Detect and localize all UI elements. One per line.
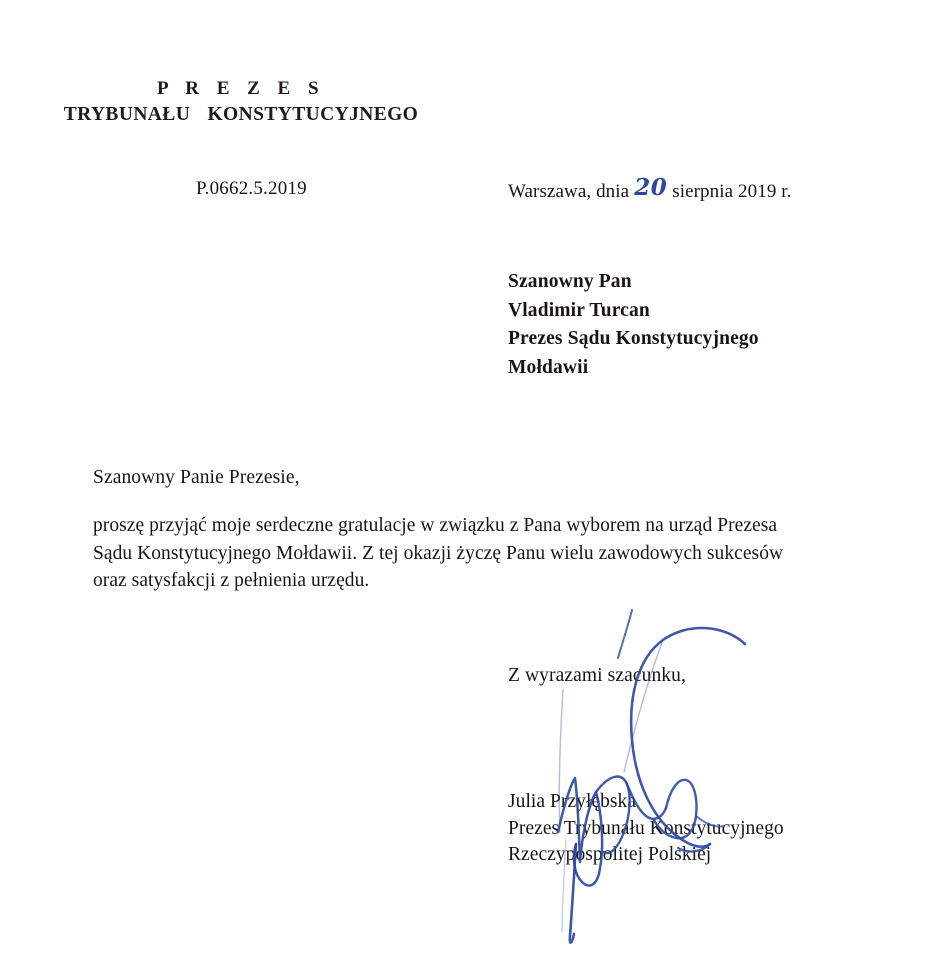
addressee-line-title: Prezes Sądu Konstytucyjnego [508,328,759,349]
addressee-block [508,268,759,382]
reference-number: P.0662.5.2019 [196,178,307,199]
handwritten-day-number: 20 [634,174,668,201]
date-line [508,176,792,203]
letterhead-institution-word2: KONSTYTUCYJNEGO [207,103,419,125]
signatory-title-line2: Rzeczypospolitej Polskiej [508,844,712,865]
letterhead-title-line2 [0,104,482,126]
signature-block [508,789,784,869]
addressee-line-name: Vladimir Turcan [508,299,650,321]
addressee-line-country: Mołdawii [508,356,589,378]
body-paragraph [93,512,865,595]
body-line-2: Sądu Konstytucyjnego Mołdawii. Z tej okazji życzę Panu wielu zawodowych sukcesów [93,542,784,564]
handwritten-signature-icon [520,600,780,950]
letterhead [0,78,482,126]
date-prefix: Warszawa, dnia [508,181,630,202]
addressee-line-salutation: Szanowny Pan [508,271,632,292]
closing-phrase: Z wyrazami szacunku, [508,665,686,686]
body-line-3: oraz satysfakcji z pełnienia urzędu. [93,570,370,591]
letterhead-title-line1: P R E Z E S [156,78,326,99]
signatory-title-line1: Prezes Trybunału Konstytucyjnego [508,817,784,839]
letterhead-institution-word1: TRYBUNAŁU [63,103,191,125]
salutation: Szanowny Panie Prezesie, [93,467,300,488]
signature-stroke-svg [520,600,780,950]
letterhead-word-gap [190,104,207,125]
date-suffix: sierpnia 2019 r. [672,181,792,202]
body-line-1: proszę przyjąć moje serdeczne gratulacje w związku z Pana wyborem na urząd Prezesa [93,515,778,536]
signatory-name: Julia Przyłębska [508,791,637,812]
